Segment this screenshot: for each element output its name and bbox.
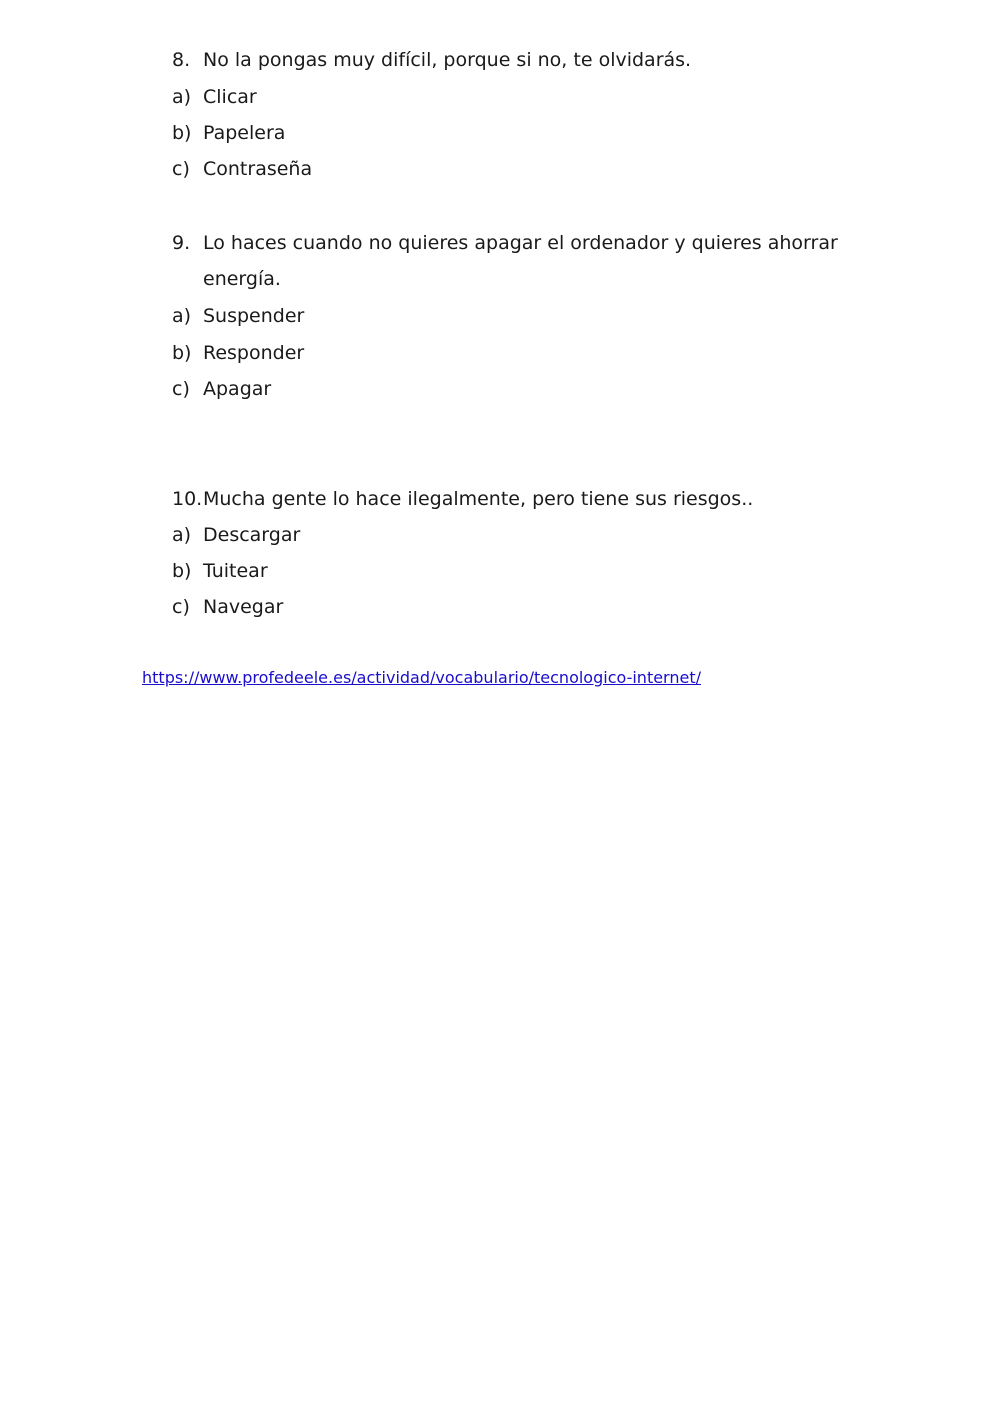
option-text: Papelera: [203, 122, 286, 144]
option-marker: c): [172, 378, 190, 400]
option-marker: a): [172, 86, 192, 108]
option-marker: b): [172, 122, 192, 144]
option-text: Responder: [203, 342, 305, 364]
option-text: Apagar: [203, 378, 272, 400]
option-marker: a): [172, 524, 192, 546]
question-prompt: Lo haces cuando no quieres apagar el ordenador y quieres ahorrar: [203, 232, 838, 254]
option-item: [172, 595, 283, 619]
option-text: Suspender: [203, 305, 305, 327]
question-prompt: No la pongas muy difícil, porque si no, te olvidarás.: [203, 49, 692, 71]
question-8: [172, 48, 691, 72]
option-marker: c): [172, 158, 190, 180]
option-item: [172, 559, 268, 583]
option-text: Clicar: [203, 86, 257, 108]
option-item: [172, 523, 300, 547]
question-9: [172, 231, 838, 255]
question-prompt: Mucha gente lo hace ilegalmente, pero tiene sus riesgos..: [203, 488, 754, 510]
source-link[interactable]: https://www.profedeele.es/actividad/vocabulario/tecnologico-internet/: [142, 668, 701, 687]
option-item: [172, 85, 257, 109]
option-marker: b): [172, 342, 192, 364]
question-number: 8.: [172, 49, 191, 71]
option-text: Descargar: [203, 524, 301, 546]
option-item: [172, 377, 271, 401]
option-item: [172, 304, 304, 328]
option-marker: b): [172, 560, 192, 582]
question-number: 10.: [172, 488, 203, 510]
option-item: [172, 341, 304, 365]
option-text: Tuitear: [203, 560, 268, 582]
option-item: [172, 121, 285, 145]
option-text: Navegar: [203, 596, 284, 618]
option-item: [172, 157, 312, 181]
option-text: Contraseña: [203, 158, 313, 180]
option-marker: a): [172, 305, 192, 327]
option-marker: c): [172, 596, 190, 618]
question-number: 9.: [172, 232, 191, 254]
question-prompt-continuation: energía.: [203, 268, 281, 290]
question-10: [172, 487, 753, 511]
